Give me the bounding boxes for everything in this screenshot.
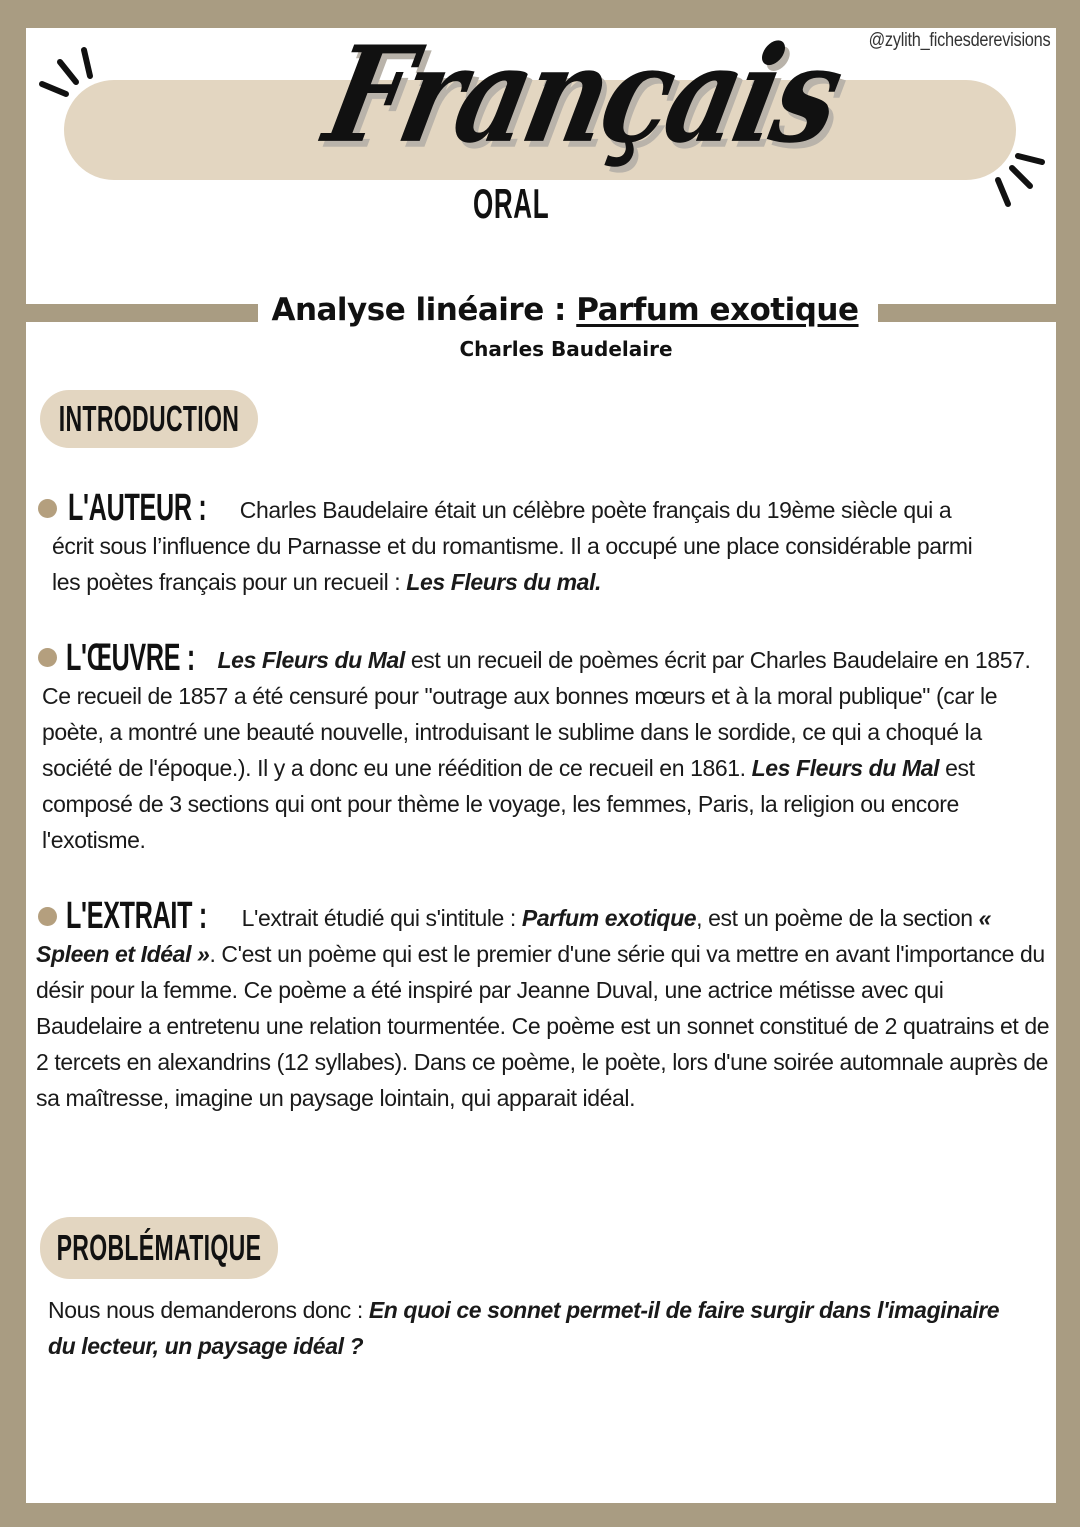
extrait-text-2: , est un poème de la section bbox=[696, 905, 979, 931]
paragraph-auteur bbox=[52, 487, 982, 600]
oeuvre-emphasis-1: Les Fleurs du Mal bbox=[217, 647, 405, 673]
poem-title: Parfum exotique bbox=[576, 292, 859, 328]
oeuvre-text-2: est composé de 3 sections qui ont pour thème le voyage, les femmes, Paris, la religion ou encore l'exotisme. bbox=[42, 755, 975, 853]
extrait-text-3: . C'est un poème qui est le premier d'une série qui va mettre en avant l'importance du désir pour la femme. Ce poème a été inspiré par Jeanne Duval, une actrice métisse avec qui Baudelaire a entretenu une relation tourmentée. Ce poème est un sonnet constitué de 2 quatrains et de 2 tercets en alexandrins (12 syllabes). Dans ce poème, le poète, lors d'une soirée automnale auprès de sa maîtresse, imagine un paysage lointain, qui apparait idéal. bbox=[36, 941, 1050, 1111]
paragraph-problematique bbox=[48, 1292, 1008, 1364]
page-title: Français bbox=[313, 18, 852, 173]
auteur-emphasis: Les Fleurs du mal. bbox=[406, 569, 602, 595]
poem-author: Charles Baudelaire bbox=[459, 337, 673, 361]
auteur-text: Charles Baudelaire était un célèbre poète français du 19ème siècle qui a écrit sous l’influence du Parnasse et du romantisme. Il a occupé une place considérable parmi les poètes français pour un recueil : bbox=[52, 497, 973, 595]
section-pill-introduction bbox=[40, 390, 258, 448]
label-extrait: L'EXTRAIT : bbox=[66, 895, 207, 937]
analysis-heading bbox=[0, 292, 1080, 328]
extrait-emphasis-2: « Spleen et Idéal » bbox=[36, 905, 992, 967]
problematique-question: En quoi ce sonnet permet-il de faire surgir dans l'imaginaire du lecteur, un paysage idéal ? bbox=[48, 1297, 1000, 1359]
label-oeuvre: L'ŒUVRE : bbox=[66, 637, 195, 679]
paragraph-oeuvre bbox=[42, 637, 1047, 858]
paragraph-extrait bbox=[36, 895, 1051, 1116]
heading-prefix: Analyse linéaire : bbox=[271, 292, 577, 328]
extrait-text-1: L'extrait étudié qui s'intitule : bbox=[235, 905, 522, 931]
label-auteur: L'AUTEUR : bbox=[68, 487, 207, 529]
sparkle-right-icon bbox=[990, 150, 1050, 212]
section-label: INTRODUCTION bbox=[58, 398, 240, 439]
sparkle-left-icon bbox=[36, 44, 106, 104]
extrait-emphasis-1: Parfum exotique bbox=[521, 905, 697, 931]
author-handle: @zylith_fichesderevisions bbox=[868, 30, 1050, 51]
oeuvre-text-1: est un recueil de poèmes écrit par Charles Baudelaire en 1857. Ce recueil de 1857 a été censuré pour "outrage aux bonnes mœurs et à la moral publique" (car le poète, a montré une beauté nouvelle, introduisant le sublime dans le sordide, ce qui a choqué la société de l'époque.). Il y a donc eu une réédition de ce recueil en 1861. bbox=[42, 647, 1031, 781]
section-pill-problematique bbox=[40, 1217, 278, 1279]
page-subtitle: ORAL bbox=[473, 180, 550, 227]
section-label: PROBLÉMATIQUE bbox=[56, 1227, 262, 1268]
oeuvre-emphasis-2: Les Fleurs du Mal bbox=[751, 755, 940, 781]
problematique-text: Nous nous demanderons donc : bbox=[48, 1297, 369, 1323]
